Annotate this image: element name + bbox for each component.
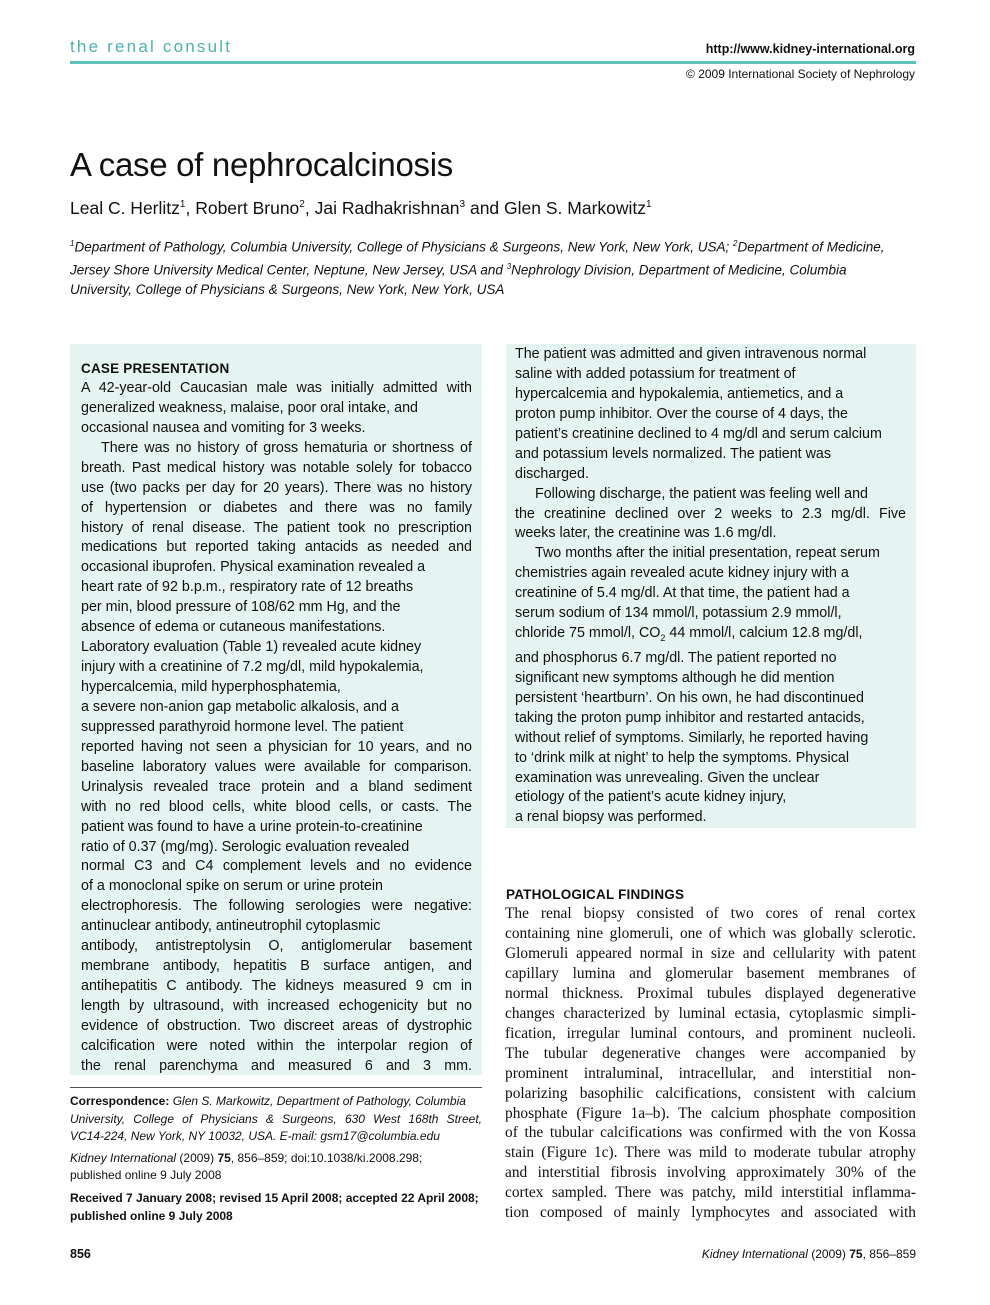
text-line: a renal biopsy was performed. — [515, 809, 707, 826]
text-line: length by ultrasound, with increased echogenicity but no — [81, 998, 472, 1014]
received-dates: Received 7 January 2008; revised 15 April 2008; accepted 22 April 2008; published online 9 July 2008 — [70, 1191, 479, 1223]
text-line: occasional ibuprofen. Physical examination revealed a — [81, 559, 426, 576]
text-line: cortex sampled. There was patchy, mild interstitial inflamma- — [505, 1184, 916, 1202]
author-name: Jai Radhakrishnan — [314, 198, 460, 218]
text-line: antibody, antistreptolysin O, antiglomerular basement — [81, 938, 472, 955]
text-line: There was no history of gross hematuria or shortness of — [101, 439, 472, 456]
text-line: and interstitial fibrosis involving approximately 30% of the — [505, 1164, 916, 1182]
case-continuation-text — [515, 345, 906, 624]
affiliations: $^1$Department of Pathology, Columbia University, College of Physicians & Surgeons, New York, New York, USA; $^2$Department of Medicine, Jersey Shore University Medical Center, Neptune, New Jersey, USA and $^3$Nephrology Division, Department of Medicine, Columbia University, College of Physicians & Surgeons, New York, New York, USA — [70, 239, 885, 297]
author-name: Leal C. Herlitz — [70, 198, 180, 218]
text-line: A 42-year-old Caucasian male was initially admitted with — [81, 379, 472, 396]
text-line: ratio of 0.37 (mg/mg). Serologic evaluation revealed — [81, 838, 410, 855]
pathological-findings-text — [505, 904, 916, 1223]
text-line: of a monoclonal spike on serum or urine protein — [81, 878, 383, 895]
case-presentation-box — [70, 344, 482, 1075]
text-line: saline with added potassium for treatment of — [515, 365, 796, 382]
author-list: Leal C. Herlitz$^1$, Robert Bruno$^2$, Jai Radhakrishnan$^3$ and Glen S. Markowitz$^1$ — [70, 198, 652, 218]
text-line: weeks later, the creatinine was 1.6 mg/dl. — [515, 525, 777, 542]
running-footer: Kidney International (2009) 75, 856–859 — [701, 1247, 916, 1261]
text-line: persistent ‘heartburn’. On his own, he had discontinued — [515, 689, 864, 706]
text-line: membrane antibody, hepatitis B surface antigen, and — [81, 958, 472, 975]
text-line: The patient was admitted and given intravenous normal — [515, 346, 867, 362]
text-line: normal C3 and C4 complement levels and no evidence — [81, 858, 472, 875]
text-line: containing nine glomeruli, one of which was globally sclerotic. — [505, 924, 916, 942]
case-continuation-text-2 — [515, 649, 906, 828]
text-line: Urinalysis revealed trace protein and a bland sediment — [81, 778, 472, 795]
text-line: Glomeruli appeared normal in size and cellularity with patent — [505, 944, 916, 962]
text-line: tion composed of mainly lymphocytes and associated with — [505, 1204, 916, 1222]
text-line: injury with a creatinine of 7.2 mg/dl, mild hypokalemia, — [81, 659, 424, 676]
text-line: use (two packs per day for 20 years). There was no history — [81, 479, 472, 496]
text-line: of hypertension or diabetes and there was no family — [81, 499, 472, 516]
text-line: absence of edema or cutaneous manifestations. — [81, 619, 386, 636]
text-line: capillary lumina and glomerular basement membranes of — [505, 964, 916, 982]
text-line: The renal biopsy consisted of two cores of renal cortex — [505, 905, 916, 922]
text-line: normal thickness. Proximal tubules displayed degenerative — [505, 984, 916, 1002]
text-line: with no red blood cells, white blood cells, or casts. The — [81, 798, 472, 815]
text-line: the creatinine declined over 2 weeks to 2.3 mg/dl. Five — [515, 505, 906, 522]
text-line: The tubular degenerative changes were accompanied by — [505, 1044, 916, 1062]
header-rule — [70, 61, 916, 64]
correspondence-note: Correspondence: Glen S. Markowitz, Department of Pathology, Columbia University, College of Physicians & Surgeons, 630 West 168th Street, VC14-224, New York, NY 10032, USA. E-mail: gsm17@columbia.edu — [70, 1094, 482, 1143]
text-line: heart rate of 92 b.p.m., respiratory rate of 12 breaths — [81, 579, 414, 596]
text-line: baseline laboratory values were available for comparison. — [81, 758, 472, 775]
text-line: of the tubular calcifications was confirmed with the von Kossa — [505, 1124, 916, 1142]
page-number: 856 — [70, 1247, 91, 1261]
case-presentation-heading: CASE PRESENTATION — [81, 361, 230, 376]
text-line: to ‘drink milk at night’ to help the symptoms. Physical — [515, 749, 849, 766]
text-line: hypercalcemia and hypokalemia, antiemetics, and a — [515, 385, 844, 402]
text-line: stain (Figure 1c). There was mild to moderate tubular atrophy — [505, 1144, 916, 1162]
text-line: antihepatitis C antibody. The kidneys measured 9 cm in — [81, 978, 472, 995]
copyright-notice: © 2009 International Society of Nephrology — [686, 67, 915, 81]
text-line: phosphate (Figure 1a–b). The calcium phosphate composition — [505, 1104, 916, 1122]
text-line: proton pump inhibitor. Over the course of 4 days, the — [515, 405, 848, 422]
text-line: per min, blood pressure of 108/62 mm Hg, and the — [81, 599, 401, 616]
text-line: Following discharge, the patient was feeling well and — [535, 485, 868, 502]
text-line: and potassium levels normalized. The patient was — [515, 445, 832, 462]
article-title: A case of nephrocalcinosis — [70, 146, 453, 183]
text-line: etiology of the patient’s acute kidney injury, — [515, 789, 787, 806]
text-line: discharged. — [515, 465, 589, 482]
text-line: a severe non-anion gap metabolic alkalosis, and a — [81, 698, 399, 715]
text-line: antinuclear antibody, antineutrophil cytoplasmic — [81, 918, 381, 935]
text-line: without relief of symptoms. Similarly, he reported having — [515, 729, 869, 746]
text-line: occasional nausea and vomiting for 3 weeks. — [81, 419, 366, 436]
lab-values-line: chloride 75 mmol/l, $CO_2$ 44 mmol/l, calcium 12.8 mg/dl, — [515, 625, 863, 643]
text-line: significant new symptoms although he did mention — [515, 669, 835, 686]
text-line: history of renal disease. The patient took no prescription — [81, 519, 472, 536]
citation-note: Kidney International (2009) 75, 856–859; doi:10.1038/ki.2008.298; published online 9 July 2008 — [70, 1151, 423, 1182]
text-line: calcification were noted within the interpolar region of — [81, 1037, 472, 1054]
text-line: taking the proton pump inhibitor and restarted antacids, — [515, 709, 865, 726]
affiliation-marker: 3 — [459, 199, 466, 211]
text-line: medications but reported taking antacids as needed and — [81, 539, 472, 556]
footnote-rule — [70, 1087, 482, 1088]
affiliation-marker: 1 — [179, 199, 186, 211]
text-line: fication, irregular luminal contours, and prominent nucleoli. — [505, 1024, 916, 1042]
text-line: Laboratory evaluation (Table 1) revealed acute kidney — [81, 639, 422, 656]
text-line: changes characterized by luminal ectasia, cytoplasmic simpli- — [505, 1004, 916, 1022]
text-line: generalized weakness, malaise, poor oral intake, and — [81, 399, 418, 416]
journal-url-link[interactable]: http://www.kidney-international.org — [705, 42, 915, 56]
text-line: suppressed parathyroid hormone level. The patient — [81, 718, 404, 735]
text-line: chemistries again revealed acute kidney injury with a — [515, 565, 849, 582]
text-line: electrophoresis. The following serologies were negative: — [81, 898, 472, 915]
text-line: polarizing basophilic calcifications, consistent with calcium — [505, 1084, 916, 1102]
text-line: evidence of obstruction. Two discreet areas of dystrophic — [81, 1017, 472, 1034]
text-line: examination was unrevealing. Given the unclear — [515, 769, 820, 786]
text-line: reported having not seen a physician for 10 years, and no — [81, 738, 472, 755]
text-line: creatinine of 5.4 mg/dl. At that time, the patient had a — [515, 585, 850, 602]
affiliation-marker: 2 — [299, 199, 305, 211]
text-line: hypercalcemia, mild hyperphosphatemia, — [81, 679, 341, 695]
affiliation-marker: 1 — [646, 199, 652, 211]
text-line: Two months after the initial presentation, repeat serum — [535, 545, 880, 562]
text-line: breath. Past medical history was notable solely for tobacco — [81, 459, 472, 476]
case-continuation-box — [506, 344, 916, 828]
text-line: prominent intraluminal, intracellular, and interstitial non- — [505, 1064, 916, 1082]
case-presentation-text — [81, 379, 472, 1077]
author-name: Glen S. Markowitz — [504, 198, 647, 218]
pathological-findings-heading: PATHOLOGICAL FINDINGS — [506, 887, 685, 902]
text-line: patient was found to have a urine protein-to-creatinine — [81, 818, 423, 835]
text-line: patient’s creatinine declined to 4 mg/dl and serum calcium — [515, 425, 882, 442]
text-line: the renal parenchyma and measured 6 and 3 mm. — [81, 1057, 472, 1074]
text-line: serum sodium of 134 mmol/l, potassium 2.9 mmol/l, — [515, 605, 842, 622]
section-label: the renal consult — [70, 37, 233, 56]
text-line: and phosphorus 6.7 mg/dl. The patient reported no — [515, 649, 837, 666]
author-name: Robert Bruno — [195, 198, 300, 218]
